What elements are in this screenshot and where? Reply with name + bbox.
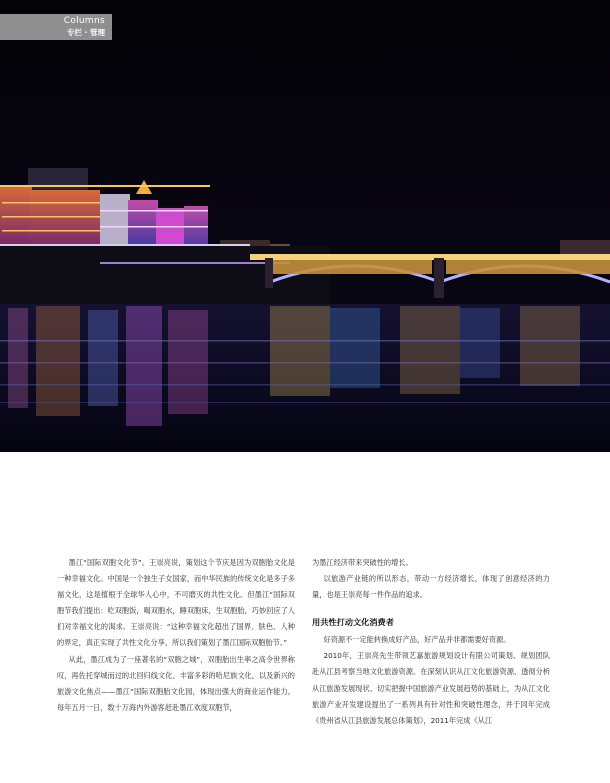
article-paragraph: 以旅游产业链的所以形态，带动一方经济增长，体现了创意经济的力量，也是王崇亮每一件作品的追求。 [312, 574, 550, 600]
article-paragraph: 好资源不一定能转换成好产品，好产品并非都需要好资源。 [323, 635, 511, 645]
article-left-column [57, 555, 295, 716]
article-paragraph: 2010年，王崇亮先生带领艺嘉旅游规划设计有限公司策划、规划团队赴从江县考察当地文化旅游资源。在深刻认识从江文化旅游资源、透彻分析从江旅游发展现状、切实把握中国旅游产业发展趋势的基础上，为从江文化旅游产业开发建设提出了一系列具有针对性和突破性理念，并于同年完成《贵州省从江县旅游发展总体策划》，2011年完成《从江 [312, 651, 550, 725]
section-subheading: 用共性打动文化消费者 [312, 617, 394, 628]
article-right-column [312, 555, 550, 729]
column-section-tag [0, 14, 112, 40]
article-paragraph: 为墨江经济带来突破性的增长。 [312, 558, 413, 567]
article-paragraph: 从此，墨江成为了一座著名的“双胞之城”，双胞胎出生率之高令世界称叹，再佐托穿城而过的北回归线文化、丰富多彩的哈尼族文化，以及新兴的旅游文化焦点——墨江“国际双胞胎文化园，体现出强大的商业运作能力。每年五月一日，数十万海内外游客赶赴墨江欢度双胞节， [57, 654, 295, 712]
article-paragraph: 墨江“国际双胞文化节”。王崇亮说，策划这个节庆是因为双胞胎文化是一种幸福文化。中国是一个独生子女国家，而中华民族的传统文化是多子多福文化，这是植根于全球华人心中，不可磨灭的共性文化。但墨江“国际双胞节我们提出：吃双胞饭，喝双胞水，睡双胞床，生双胞胎，巧妙回应了人们对幸福文化的渴求。王崇亮说：“这种幸福文化超出了国界、肤色、人种的界定，真正实现了共性文化分享，所以我们策划了墨江国际双胞胎节。” [57, 558, 295, 648]
column-tag-chinese: 专栏 · 管理 [66, 28, 105, 37]
column-tag-english: Columns [63, 16, 105, 26]
